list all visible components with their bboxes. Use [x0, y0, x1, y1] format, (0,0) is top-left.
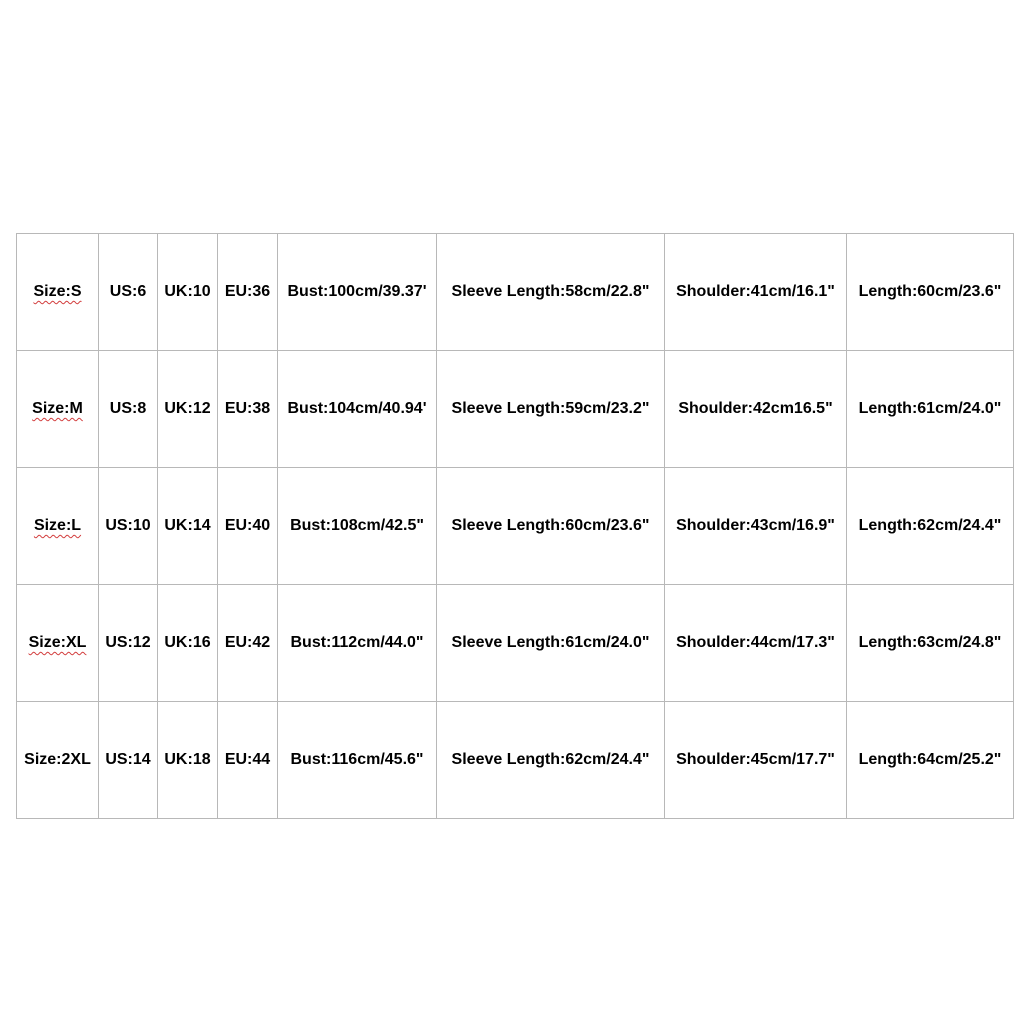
length-cell: Length:60cm/23.6": [847, 234, 1014, 351]
length-cell: Length:64cm/25.2": [847, 702, 1014, 819]
shoulder-cell: Shoulder:45cm/17.7": [665, 702, 847, 819]
shoulder-cell: Shoulder:41cm/16.1": [665, 234, 847, 351]
uk-size-cell: UK:16: [158, 585, 218, 702]
bust-cell: Bust:108cm/42.5": [278, 468, 437, 585]
sleeve-length-cell: Sleeve Length:58cm/22.8": [437, 234, 665, 351]
shoulder-cell: Shoulder:43cm/16.9": [665, 468, 847, 585]
size-label: Size:XL: [28, 634, 87, 651]
size-chart-table: [16, 233, 1014, 819]
us-size-cell: US:6: [99, 234, 158, 351]
eu-size-cell: EU:44: [218, 702, 278, 819]
size-label: Size:2XL: [24, 751, 91, 768]
us-size-cell: US:12: [99, 585, 158, 702]
size-label-cell: [17, 468, 99, 585]
eu-size-cell: EU:36: [218, 234, 278, 351]
size-label: Size:L: [33, 517, 82, 534]
length-cell: Length:61cm/24.0": [847, 351, 1014, 468]
size-label: Size:S: [33, 283, 82, 300]
uk-size-cell: UK:14: [158, 468, 218, 585]
eu-size-cell: EU:38: [218, 351, 278, 468]
eu-size-cell: EU:40: [218, 468, 278, 585]
sleeve-length-cell: Sleeve Length:60cm/23.6": [437, 468, 665, 585]
size-label: Size:M: [32, 400, 83, 417]
uk-size-cell: UK:12: [158, 351, 218, 468]
shoulder-cell: Shoulder:44cm/17.3": [665, 585, 847, 702]
sleeve-length-cell: Sleeve Length:62cm/24.4": [437, 702, 665, 819]
bust-cell: Bust:116cm/45.6": [278, 702, 437, 819]
bust-cell: Bust:104cm/40.94': [278, 351, 437, 468]
size-row-xl: [17, 585, 1014, 702]
bust-cell: Bust:112cm/44.0": [278, 585, 437, 702]
size-row-s: [17, 234, 1014, 351]
us-size-cell: US:8: [99, 351, 158, 468]
size-row-l: [17, 468, 1014, 585]
us-size-cell: US:10: [99, 468, 158, 585]
size-label-cell: [17, 585, 99, 702]
size-row-2xl: [17, 702, 1014, 819]
size-label-cell: [17, 351, 99, 468]
size-label-cell: [17, 702, 99, 819]
us-size-cell: US:14: [99, 702, 158, 819]
length-cell: Length:62cm/24.4": [847, 468, 1014, 585]
size-row-m: [17, 351, 1014, 468]
length-cell: Length:63cm/24.8": [847, 585, 1014, 702]
size-label-cell: [17, 234, 99, 351]
uk-size-cell: UK:18: [158, 702, 218, 819]
shoulder-cell: Shoulder:42cm16.5": [665, 351, 847, 468]
sleeve-length-cell: Sleeve Length:59cm/23.2": [437, 351, 665, 468]
sleeve-length-cell: Sleeve Length:61cm/24.0": [437, 585, 665, 702]
uk-size-cell: UK:10: [158, 234, 218, 351]
bust-cell: Bust:100cm/39.37': [278, 234, 437, 351]
eu-size-cell: EU:42: [218, 585, 278, 702]
